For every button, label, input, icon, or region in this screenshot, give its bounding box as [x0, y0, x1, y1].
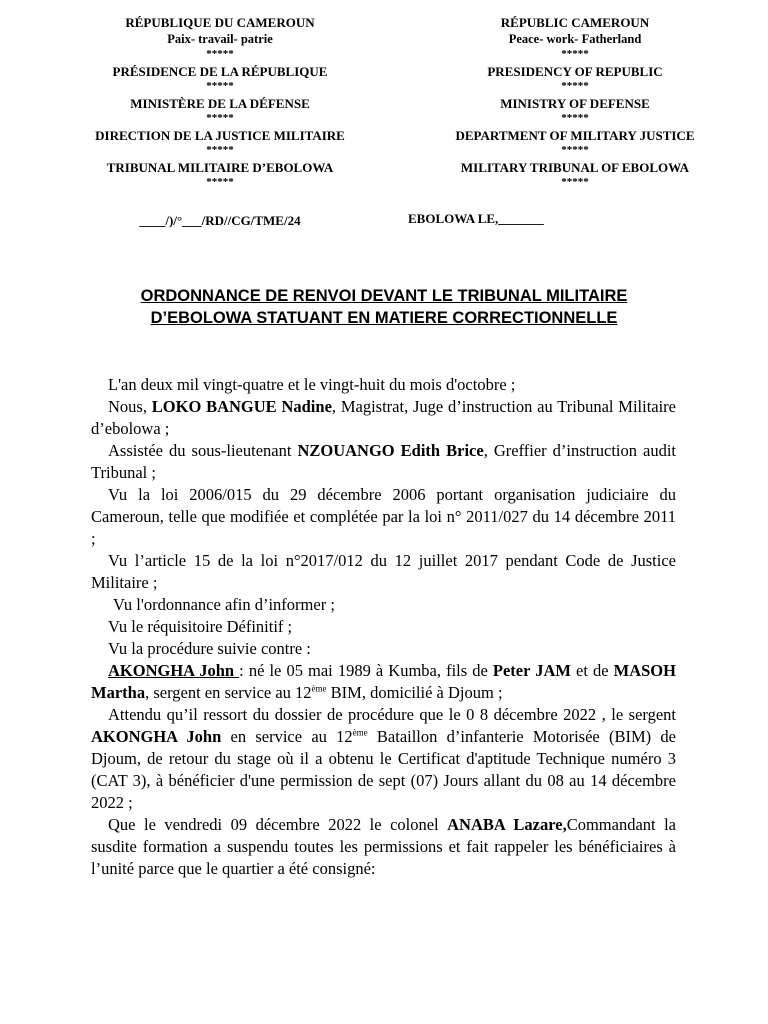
separator: ***** [206, 80, 234, 92]
document-body [91, 374, 676, 880]
separator: ***** [206, 112, 234, 124]
title-line-1: ORDONNANCE DE RENVOI DEVANT LE TRIBUNAL MILITAIRE [140, 287, 628, 305]
paragraph-date: L'an deux mil vingt-quatre et le vingt-huit du mois d'octobre ; [108, 375, 516, 394]
presidency-fr: PRÉSIDENCE DE LA RÉPUBLIQUE [112, 64, 328, 79]
clerk-name: NZOUANGO Edith Brice [297, 441, 484, 460]
country-name-fr: RÉPUBLIQUE DU CAMEROUN [125, 15, 315, 30]
accused-name-2: AKONGHA John [91, 727, 222, 746]
tribunal-fr: TRIBUNAL MILITAIRE D’EBOLOWA [106, 160, 334, 175]
colonel-name: ANABA Lazare, [447, 815, 567, 834]
mother-name: MASOH Martha [91, 661, 676, 702]
separator: ***** [206, 176, 234, 188]
separator: ***** [206, 144, 234, 156]
country-name-en: RÉPUBLIC CAMEROUN [500, 15, 650, 30]
separator: ***** [561, 112, 589, 124]
separator: ***** [561, 176, 589, 188]
paragraph-colonel: Que le vendredi 09 décembre 2022 le colonel ANABA Lazare,Commandant la susdite formation a suspendu toutes les permissions et fait rappeler les bénéficiaires à l’unité parce que le quartier a été consigné: [91, 815, 677, 878]
separator: ***** [561, 80, 589, 92]
paragraph-law-2006: Vu la loi 2006/015 du 29 décembre 2006 portant organisation judiciaire du Cameroun, telle que modifiée et complétée par la loi n° 2011/027 du 14 décembre 2011 ; [91, 485, 676, 548]
paragraph-clerk: Assistée du sous-lieutenant NZOUANGO Edith Brice, Greffier d’instruction audit Tribunal ; [91, 441, 677, 482]
father-name: Peter JAM [492, 661, 571, 680]
paragraph-attendu: Attendu qu’il ressort du dossier de procédure que le 0 8 décembre 2022 , le sergent AKONGHA John en service au 12ème Bataillon d’infanterie Motorisée (BIM) de Djoum, de retour du stage où il a obtenu le Certificat d'aptitude Technique numéro 3 (CAT 3), à bénéficier d'une permission de sept (07) Jours allant du 08 au 14 décembre 2022 ; [91, 705, 676, 812]
reference-number: ____/)/°___/RD//CG/TME/24 [139, 213, 301, 228]
accused-name: AKONGHA John [108, 661, 240, 680]
direction-fr: DIRECTION DE LA JUSTICE MILITAIRE [95, 128, 345, 143]
header-right [420, 14, 730, 188]
paragraph-judge: Nous, LOKO BANGUE Nadine, Magistrat, Juge d’instruction au Tribunal Militaire d’ebolowa ; [91, 397, 677, 438]
paragraph-procedure: Vu la procédure suivie contre : [108, 639, 311, 658]
tribunal-en: MILITARY TRIBUNAL OF EBOLOWA [460, 160, 690, 175]
department-en: DEPARTMENT OF MILITARY JUSTICE [455, 128, 695, 143]
paragraph-requisitoire: Vu le réquisitoire Définitif ; [108, 617, 293, 636]
motto-fr: Paix- travail- patrie [167, 32, 273, 46]
paragraph-accused: AKONGHA John : né le 05 mai 1989 à Kumba, fils de Peter JAM et de MASOH Martha, sergent en service au 12ème BIM, domicilié à Djoum ; [91, 661, 676, 702]
separator: ***** [561, 48, 589, 60]
paragraph-law-2017: Vu l’article 15 de la loi n°2017/012 du 12 juillet 2017 pendant Code de Justice Militaire ; [91, 551, 676, 592]
document-title [60, 285, 708, 329]
header-left [70, 14, 370, 188]
paragraph-ordonnance: Vu l'ordonnance afin d’informer ; [113, 595, 335, 614]
title-line-2: D’EBOLOWA STATUANT EN MATIERE CORRECTIONNELLE [150, 309, 618, 327]
separator: ***** [206, 48, 234, 60]
presidency-en: PRESIDENCY OF REPUBLIC [487, 64, 663, 79]
ministry-fr: MINISTÈRE DE LA DÉFENSE [130, 96, 310, 111]
judge-name: LOKO BANGUE Nadine [151, 397, 332, 416]
motto-en: Peace- work- Fatherland [508, 32, 642, 46]
date-line: EBOLOWA LE,_______ [408, 211, 544, 226]
ministry-en: MINISTRY OF DEFENSE [500, 96, 650, 111]
separator: ***** [561, 144, 589, 156]
